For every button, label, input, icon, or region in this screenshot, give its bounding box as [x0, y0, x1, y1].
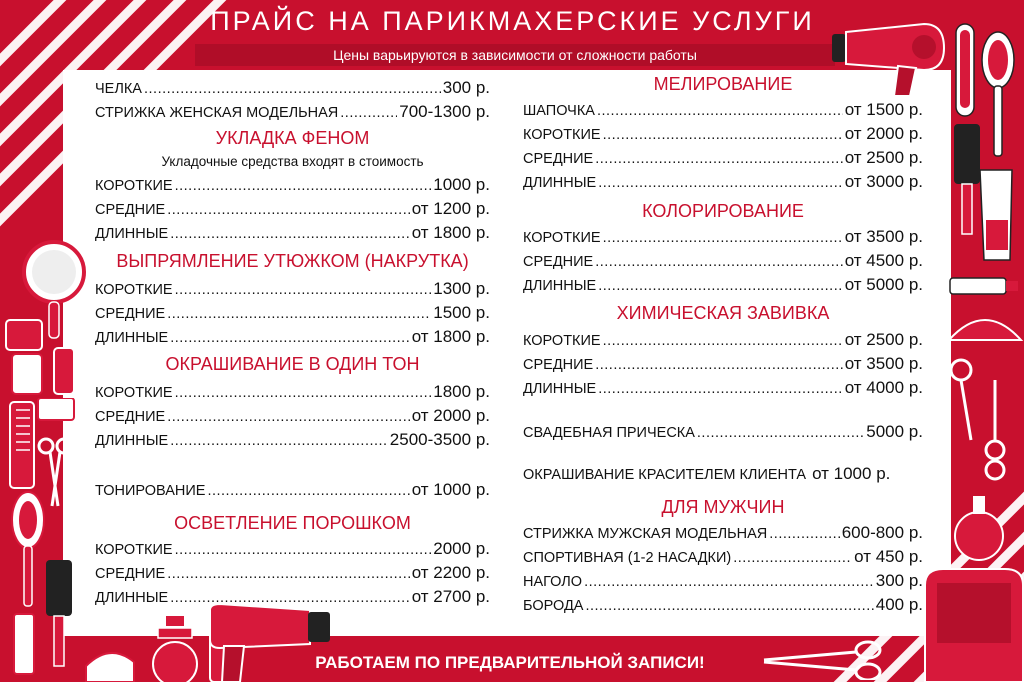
- service-label: СРЕДНИЕ: [95, 566, 166, 582]
- service-price: от 1000 р.: [812, 464, 891, 483]
- price-row: [523, 124, 923, 144]
- service-price: от 3500 р.: [844, 354, 923, 373]
- service-label: КОРОТКИЕ: [95, 178, 173, 194]
- service-label: КОРОТКИЕ: [95, 282, 173, 298]
- cream-tube-icon: [948, 276, 1020, 298]
- service-price: 300 р.: [875, 571, 923, 590]
- service-label: СТРИЖКА МУЖСКАЯ МОДЕЛЬНАЯ: [523, 526, 768, 542]
- service-price: от 1800 р.: [411, 223, 490, 242]
- service-label: ТОНИРОВАНИЕ: [95, 483, 206, 499]
- service-price: 2000 р.: [433, 539, 490, 558]
- service-label: СРЕДНИЕ: [95, 202, 166, 218]
- section-title-coloring: КОЛОРИРОВАНИЕ: [642, 201, 804, 221]
- price-row: [95, 279, 490, 299]
- service-price: 2500-3500 р.: [389, 430, 490, 449]
- service-label: СПОРТИВНАЯ (1-2 НАСАДКИ): [523, 550, 732, 566]
- service-label: СРЕДНИЕ: [95, 409, 166, 425]
- price-row: [523, 251, 923, 271]
- service-label: СРЕДНИЕ: [523, 357, 594, 373]
- service-price: 1800 р.: [433, 382, 490, 401]
- service-label: СРЕДНИЕ: [523, 151, 594, 167]
- price-row: [95, 327, 490, 347]
- service-label: НАГОЛО: [523, 574, 583, 590]
- brush-icon: [950, 20, 1022, 300]
- service-price: от 2200 р.: [411, 563, 490, 582]
- service-price: 5000 р.: [866, 422, 923, 441]
- service-label: ДЛИННЫЕ: [523, 278, 597, 294]
- service-label: ДЛИННЫЕ: [95, 330, 169, 346]
- service-price: от 5000 р.: [844, 275, 923, 294]
- footer-note: РАБОТАЕМ ПО ПРЕДВАРИТЕЛЬНОЙ ЗАПИСИ!: [315, 653, 705, 672]
- scissors-icon: [945, 300, 1024, 590]
- price-row: [95, 78, 490, 98]
- brush-icon: [6, 490, 76, 682]
- service-price: от 1800 р.: [411, 327, 490, 346]
- service-price: от 1500 р.: [844, 100, 923, 119]
- price-row: [523, 100, 923, 120]
- service-price: 700-1300 р.: [399, 102, 490, 121]
- page-subtitle: Цены варьируются в зависимости от сложности работы: [195, 44, 835, 66]
- section-title-perm: ХИМИЧЕСКАЯ ЗАВИВКА: [616, 303, 830, 323]
- service-price: от 4000 р.: [844, 378, 923, 397]
- price-row: [95, 223, 490, 243]
- service-price: 1500 р.: [433, 303, 490, 322]
- price-row: [95, 102, 490, 122]
- section-title-straightening: ВЫПРЯМЛЕНИЕ УТЮЖКОМ (НАКРУТКА): [116, 251, 469, 271]
- section-title-one-tone: ОКРАШИВАНИЕ В ОДИН ТОН: [165, 354, 420, 374]
- service-label: ЧЕЛКА: [95, 81, 142, 97]
- service-label: КОРОТКИЕ: [523, 127, 601, 143]
- price-row: [523, 595, 923, 615]
- service-price: от 1000 р.: [411, 480, 490, 499]
- price-row: [95, 406, 490, 426]
- service-label: КОРОТКИЕ: [523, 230, 601, 246]
- service-label: СТРИЖКА ЖЕНСКАЯ МОДЕЛЬНАЯ: [95, 105, 339, 121]
- service-price: от 2000 р.: [411, 406, 490, 425]
- price-row: [523, 571, 923, 591]
- page-title: ПРАЙС НА ПАРИКМАХЕРСКИЕ УСЛУГИ: [210, 6, 815, 36]
- service-label: ДЛИННЫЕ: [95, 433, 169, 449]
- service-price: 1300 р.: [433, 279, 490, 298]
- service-price: 400 р.: [875, 595, 923, 614]
- curler-icon: [4, 318, 80, 398]
- service-label: КОРОТКИЕ: [95, 542, 173, 558]
- section-title-styling: УКЛАДКА ФЕНОМ: [215, 128, 370, 148]
- price-row: [523, 275, 923, 295]
- service-label: ДЛИННЫЕ: [95, 226, 169, 242]
- section-title-highlighting: МЕЛИРОВАНИЕ: [653, 74, 793, 94]
- price-row: [523, 378, 923, 398]
- service-price: от 3500 р.: [844, 227, 923, 246]
- price-row: [95, 539, 490, 559]
- service-label: СРЕДНИЕ: [523, 254, 594, 270]
- price-row: [95, 480, 490, 500]
- hair-dryer-icon: [200, 600, 335, 682]
- service-label: ОКРАШИВАНИЕ КРАСИТЕЛЕМ КЛИЕНТА: [523, 467, 807, 483]
- section-note: Укладочные средства входят в стоимость: [161, 154, 424, 169]
- scissors-icon: [760, 640, 890, 680]
- price-row: [523, 227, 923, 247]
- price-row: [523, 464, 927, 484]
- service-price: от 2500 р.: [844, 148, 923, 167]
- price-row: [95, 199, 490, 219]
- service-price: 300 р.: [442, 78, 490, 97]
- price-row: [523, 523, 923, 543]
- section-title-men: ДЛЯ МУЖЧИН: [661, 497, 785, 517]
- service-price: от 2500 р.: [844, 330, 923, 349]
- service-label: КОРОТКИЕ: [95, 385, 173, 401]
- service-price: от 450 р.: [854, 547, 923, 566]
- service-label: КОРОТКИЕ: [523, 333, 601, 349]
- price-row: [523, 172, 923, 192]
- price-row: [523, 547, 923, 567]
- price-row: [523, 330, 923, 350]
- hair-dryer-icon: [828, 14, 948, 96]
- service-label: ДЛИННЫЕ: [523, 381, 597, 397]
- price-row: [523, 148, 923, 168]
- price-row: [95, 303, 490, 323]
- price-row: [95, 382, 490, 402]
- service-label: СРЕДНИЕ: [95, 306, 166, 322]
- service-label: ДЛИННЫЕ: [95, 590, 169, 606]
- service-price: от 3000 р.: [844, 172, 923, 191]
- service-label: БОРОДА: [523, 598, 584, 614]
- price-row: [523, 422, 923, 442]
- service-price: от 1200 р.: [411, 199, 490, 218]
- service-label: СВАДЕБНАЯ ПРИЧЕСКА: [523, 425, 695, 441]
- section-title-bleaching: ОСВЕТЛЕНИЕ ПОРОШКОМ: [174, 513, 411, 533]
- service-label: ШАПОЧКА: [523, 103, 595, 119]
- service-label: ДЛИННЫЕ: [523, 175, 597, 191]
- price-row: [95, 430, 490, 450]
- price-row: [95, 563, 490, 583]
- service-price: от 2700 р.: [411, 587, 490, 606]
- service-price: от 2000 р.: [844, 124, 923, 143]
- comb-icon: [8, 400, 38, 490]
- service-price: 600-800 р.: [841, 523, 923, 542]
- price-row: [523, 354, 923, 374]
- price-row: [95, 175, 490, 195]
- salon-chair-icon: [915, 565, 1024, 682]
- service-price: 1000 р.: [433, 175, 490, 194]
- service-price: от 4500 р.: [844, 251, 923, 270]
